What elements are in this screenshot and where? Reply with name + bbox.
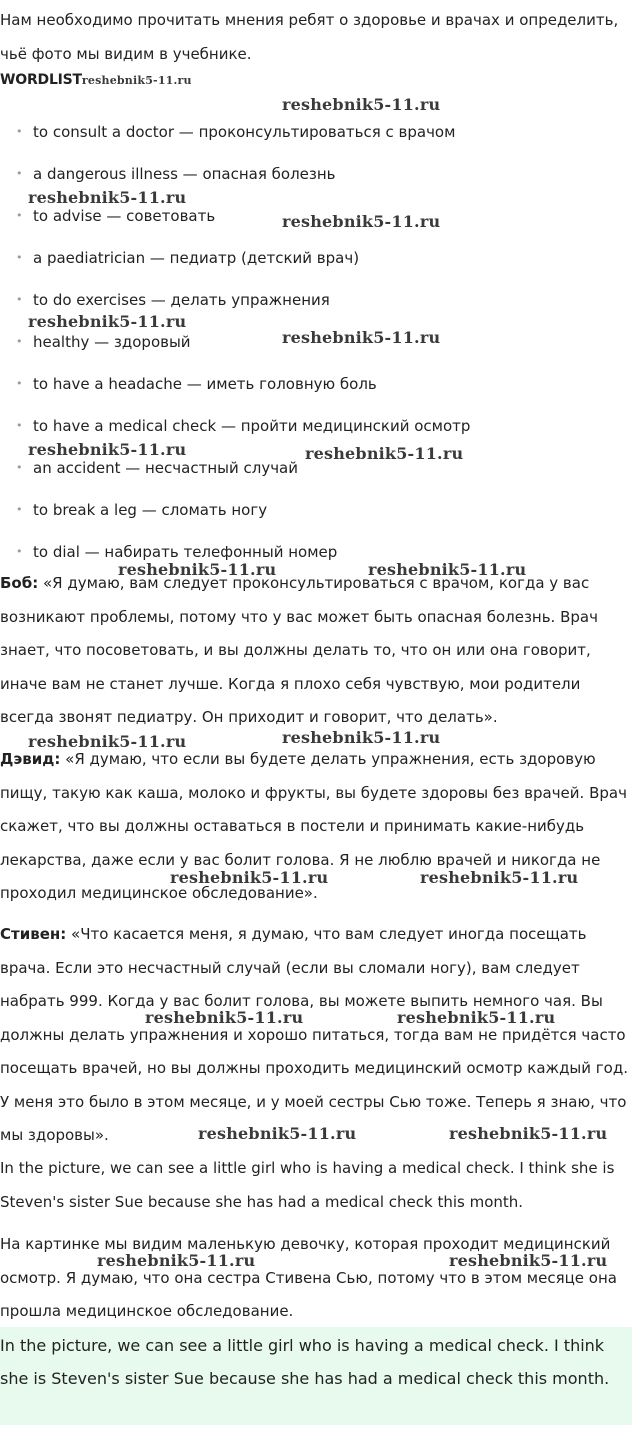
watermark: reshebnik5-11.ru bbox=[81, 74, 192, 87]
speaker-name: Боб: bbox=[0, 574, 39, 592]
list-item: • to consult a doctor — проконсультироваться с врачом bbox=[0, 110, 630, 152]
watermark: reshebnik5-11.ru bbox=[28, 440, 187, 459]
list-item: • to dial — набирать телефонный номер bbox=[0, 530, 630, 572]
list-item: • to do exercises — делать упражнения bbox=[0, 278, 630, 320]
answer-english: In the picture, we can see a little girl who is having a medical check. I think she is Steven's sister Sue because she has had a medical check this month. bbox=[0, 1159, 615, 1211]
watermark: reshebnik5-11.ru bbox=[282, 728, 441, 747]
list-item: • to advise — советовать bbox=[0, 194, 630, 236]
watermark: reshebnik5-11.ru bbox=[305, 444, 464, 463]
opinion-bob bbox=[0, 567, 630, 735]
watermark: reshebnik5-11.ru bbox=[397, 1008, 556, 1027]
list-item: • healthy — здоровый bbox=[0, 320, 630, 362]
watermark: reshebnik5-11.ru bbox=[420, 868, 579, 887]
speaker-name: Дэвид: bbox=[0, 750, 61, 768]
list-item: • to have a headache — иметь головную боль bbox=[0, 362, 630, 404]
opinion-steven bbox=[0, 918, 630, 1153]
intro-paragraph: Нам необходимо прочитать мнения ребят о здоровье и врачах и определить, чьё фото мы видим в учебнике. bbox=[0, 11, 619, 63]
opinion-text: «Я думаю, вам следует проконсультироваться с врачом, когда у вас возникают проблемы, потому что у вас может быть опасная болезнь. Врач знает, что посоветовать, и вы должны делать то, что он или она говорит, иначе вам не станет лучше. Когда я плохо себя чувствую, мои родители всегда звонят педиатру. Он приходит и говорит, что делать». bbox=[0, 574, 598, 726]
watermark: reshebnik5-11.ru bbox=[282, 212, 441, 231]
watermark: reshebnik5-11.ru bbox=[449, 1251, 608, 1270]
watermark: reshebnik5-11.ru bbox=[282, 95, 441, 114]
watermark: reshebnik5-11.ru bbox=[282, 328, 441, 347]
watermark: reshebnik5-11.ru bbox=[170, 868, 329, 887]
watermark: reshebnik5-11.ru bbox=[145, 1008, 304, 1027]
list-item: • a dangerous illness — опасная болезнь bbox=[0, 152, 630, 194]
watermark: reshebnik5-11.ru bbox=[28, 188, 187, 207]
opinion-text: «Что касается меня, я думаю, что вам следует иногда посещать врача. Если это несчастный случай (если вы сломали ногу), вам следует набрать 999. Когда у вас болит голова, вы можете выпить немного чая. Вы должны делать упражнения и хорошо питаться, тогда вам не придётся часто посещать врачей, но вы должны проходить медицинский осмотр каждый год. У меня это было в этом месяце, и у моей сестры Сью тоже. Теперь я знаю, что мы здоровы». bbox=[0, 925, 628, 1144]
wordlist-title: WORDLIST bbox=[0, 72, 82, 88]
answer-russian: На картинке мы видим маленькую девочку, которая проходит медицинский осмотр. Я думаю, что она сестра Стивена Сью, потому что в этом месяце она прошла медицинское обследование. bbox=[0, 1235, 617, 1320]
list-item: • a paediatrician — педиатр (детский врач) bbox=[0, 236, 630, 278]
watermark: reshebnik5-11.ru bbox=[368, 560, 527, 579]
watermark: reshebnik5-11.ru bbox=[449, 1124, 608, 1143]
watermark: reshebnik5-11.ru bbox=[28, 312, 187, 331]
list-item: • to break a leg — сломать ногу bbox=[0, 488, 630, 530]
highlighted-answer: In the picture, we can see a little girl who is having a medical check. I think she is Steven's sister Sue because she has had a medical check this month. bbox=[0, 1327, 632, 1425]
watermark: reshebnik5-11.ru bbox=[28, 732, 187, 751]
speaker-name: Стивен: bbox=[0, 925, 67, 943]
opinion-text: «Я думаю, что если вы будете делать упражнения, есть здоровую пищу, такую как каша, молоко и фрукты, вы будете здоровы без врачей. Врач скажет, что вы должны оставаться в постели и принимать какие-нибудь лекарства, даже если у вас болит голова. Я не люблю врачей и никогда не проходил медицинское обследование». bbox=[0, 750, 627, 902]
watermark: reshebnik5-11.ru bbox=[198, 1124, 357, 1143]
wordlist-heading bbox=[0, 72, 192, 88]
watermark: reshebnik5-11.ru bbox=[118, 560, 277, 579]
watermark: reshebnik5-11.ru bbox=[97, 1251, 256, 1270]
list-item: • an accident — несчастный случай bbox=[0, 446, 630, 488]
list-item: • to have a medical check — пройти медицинский осмотр bbox=[0, 404, 630, 446]
